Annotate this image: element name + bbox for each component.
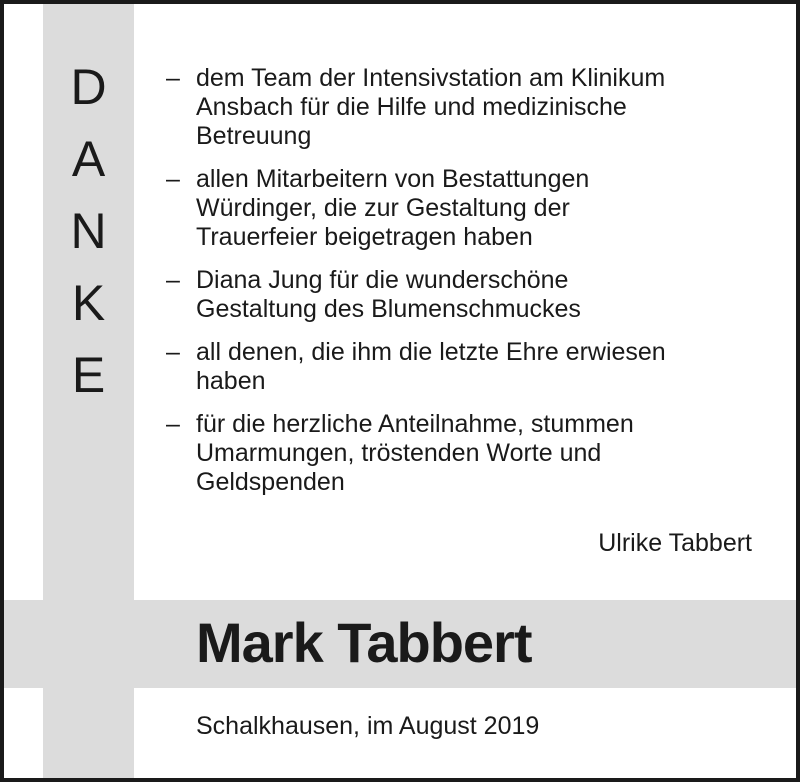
dash-marker: – [166, 266, 180, 294]
thanks-list [166, 64, 766, 511]
dash-marker: – [166, 64, 180, 92]
dash-marker: – [166, 165, 180, 193]
signature: Ulrike Tabbert [598, 529, 752, 557]
thanks-item [166, 64, 766, 151]
thanks-text: allen Mitarbeitern von Bestattungen Würdinger, die zur Gestaltung der Trauerfeier beigetragen haben [196, 165, 590, 251]
dash-marker: – [166, 338, 180, 366]
danke-letter: K [71, 275, 106, 331]
thanks-text: dem Team der Intensivstation am Klinikum Ansbach für die Hilfe und medizinische Betreuung [196, 64, 666, 150]
thanks-item [166, 410, 766, 497]
thanks-item [166, 338, 766, 396]
danke-letter: A [71, 131, 106, 187]
danke-letter: N [70, 203, 107, 259]
thanks-text: all denen, die ihm die letzte Ehre erwiesen haben [196, 338, 666, 395]
thanks-text: Diana Jung für die wunderschöne Gestaltung des Blumenschmuckes [196, 266, 581, 323]
danke-letter: E [71, 347, 106, 403]
thanks-item [166, 266, 766, 324]
deceased-name: Mark Tabbert [196, 611, 532, 674]
danke-vertical-word [43, 59, 134, 422]
dash-marker: – [166, 410, 180, 438]
thanks-text: für die herzliche Anteilnahme, stummen Umarmungen, tröstenden Worte und Geldspenden [196, 410, 634, 496]
thanks-item [166, 165, 766, 252]
place-date: Schalkhausen, im August 2019 [196, 712, 540, 740]
danke-letter: D [70, 59, 107, 115]
